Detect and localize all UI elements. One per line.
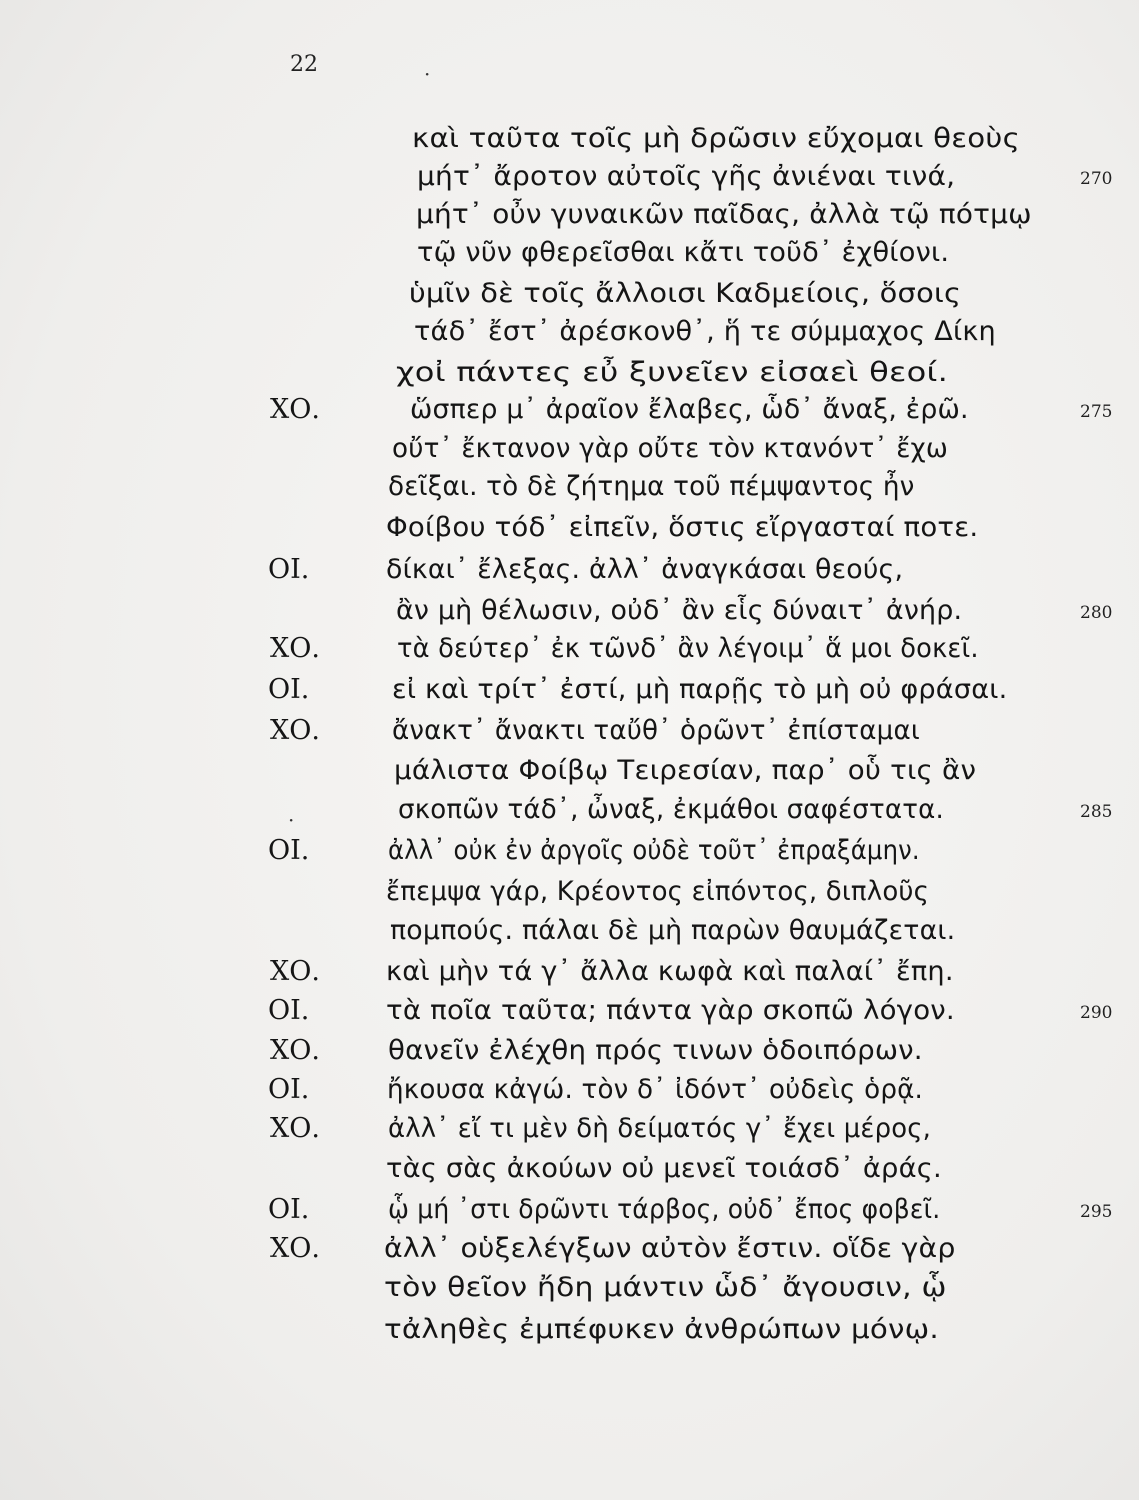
verse-line: ἀλλ᾽ οὐκ ἐν ἀργοῖς οὐδὲ τοῦτ᾽ ἐπραξάμην.	[388, 835, 920, 866]
verse-line: μάλιστα Φοίβῳ Τειρεσίαν, παρ᾽ οὗ τις ἂν	[394, 755, 977, 786]
speaker-label: ΧΟ.	[270, 1113, 320, 1144]
ink-dot: ·	[424, 62, 431, 86]
verse-line: ἤκουσα κἀγώ. τὸν δ᾽ ἰδόντ᾽ οὐδεὶς ὁρᾷ.	[387, 1074, 924, 1105]
verse-line: ἄνακτ᾽ ἄνακτι ταὔθ᾽ ὁρῶντ᾽ ἐπίσταμαι	[392, 715, 920, 746]
verse-line: ᾧ μή ᾽στι δρῶντι τάρβος, οὐδ᾽ ἔπος φοβεῖ.	[388, 1194, 941, 1225]
verse-line: τῷ νῦν φθερεῖσθαι κἄτι τοῦδ᾽ ἐχθίονι.	[417, 237, 950, 268]
verse-line: δίκαι᾽ ἔλεξας. ἀλλ᾽ ἀναγκάσαι θεούς,	[386, 554, 904, 585]
verse-line: ἀλλ᾽ εἴ τι μὲν δὴ δείματός γ᾽ ἔχει μέρος,	[388, 1113, 932, 1144]
verse-line: Φοίβου τόδ᾽ εἰπεῖν, ὅστις εἴργασταί ποτε.	[386, 512, 979, 543]
line-number: 290	[1080, 1003, 1113, 1023]
speaker-label: ΧΟ.	[270, 956, 320, 987]
verse-line: ὥσπερ μ᾽ ἀραῖον ἔλαβες, ὧδ᾽ ἄναξ, ἐρῶ.	[410, 394, 969, 425]
speaker-label: ΟΙ.	[268, 1074, 310, 1105]
speaker-label: ΧΟ.	[270, 715, 320, 746]
speaker-label: ΧΟ.	[270, 633, 320, 664]
verse-line: καὶ μὴν τά γ᾽ ἄλλα κωφὰ καὶ παλαί᾽ ἔπη.	[386, 956, 954, 987]
verse-line: σκοπῶν τάδ᾽, ὦναξ, ἐκμάθοι σαφέστατα.	[398, 794, 944, 825]
page-number: 22	[290, 52, 318, 77]
verse-line: θανεῖν ἐλέχθη πρός τινων ὁδοιπόρων.	[388, 1035, 923, 1066]
speaker-label: ΟΙ.	[268, 995, 310, 1026]
line-number: 280	[1080, 603, 1113, 623]
verse-line: χοἰ πάντες εὖ ξυνεῖεν εἰσαεὶ θεοί.	[396, 357, 949, 388]
speaker-label: ΟΙ.	[268, 835, 310, 866]
verse-line: ἂν μὴ θέλωσιν, οὐδ᾽ ἂν εἷς δύναιτ᾽ ἀνήρ.	[396, 595, 963, 626]
line-number: 285	[1080, 802, 1113, 822]
verse-line: μήτ᾽ ἄροτον αὐτοῖς γῆς ἀνιέναι τινά,	[417, 161, 956, 192]
verse-line: τάδ᾽ ἔστ᾽ ἀρέσκονθ᾽, ἥ τε σύμμαχος Δίκη	[414, 316, 996, 347]
verse-line: δεῖξαι. τὸ δὲ ζήτημα τοῦ πέμψαντος ἦν	[388, 471, 915, 502]
speaker-label: ΟΙ.	[268, 554, 310, 585]
verse-line: τὰ δεύτερ᾽ ἐκ τῶνδ᾽ ἂν λέγοιμ᾽ ἅ μοι δοκεῖ.	[397, 633, 979, 664]
verse-line: τὸν θεῖον ἤδη μάντιν ὧδ᾽ ἄγουσιν, ᾧ	[384, 1272, 947, 1303]
line-number: 270	[1080, 169, 1113, 189]
verse-line: τὰ ποῖα ταῦτα; πάντα γὰρ σκοπῶ λόγον.	[386, 995, 955, 1026]
verse-line: ἔπεμψα γάρ, Κρέοντος εἰπόντος, διπλοῦς	[386, 876, 930, 907]
speaker-label: ΟΙ.	[268, 674, 310, 705]
verse-line: τὰς σὰς ἀκούων οὐ μενεῖ τοιάσδ᾽ ἀράς.	[386, 1153, 942, 1184]
verse-line: καὶ ταῦτα τοῖς μὴ δρῶσιν εὔχομαι θεοὺς	[412, 123, 1020, 154]
line-number: 275	[1080, 402, 1113, 422]
verse-line: ἀλλ᾽ οὑξελέγξων αὐτὸν ἔστιν. οἵδε γὰρ	[384, 1233, 956, 1264]
verse-line: πομπούς. πάλαι δὲ μὴ παρὼν θαυμάζεται.	[390, 915, 956, 946]
speaker-label: ΧΟ.	[270, 1035, 320, 1066]
speaker-label: ΧΟ.	[270, 1233, 320, 1264]
line-number: 295	[1080, 1202, 1113, 1222]
verse-line: εἰ καὶ τρίτ᾽ ἐστί, μὴ παρῇς τὸ μὴ οὐ φράσαι.	[392, 674, 1008, 705]
verse-line: τἀληθὲς ἐμπέφυκεν ἀνθρώπων μόνῳ.	[384, 1314, 939, 1345]
ink-dot: ·	[288, 808, 295, 832]
verse-line: ὑμῖν δὲ τοῖς ἄλλοισι Καδμείοις, ὅσοις	[409, 278, 962, 309]
speaker-label: ΟΙ.	[268, 1194, 310, 1225]
verse-line: μήτ᾽ οὖν γυναικῶν παῖδας, ἀλλὰ τῷ πότμῳ	[416, 199, 1032, 230]
verse-line: οὔτ᾽ ἔκτανον γὰρ οὔτε τὸν κτανόντ᾽ ἔχω	[392, 433, 949, 464]
speaker-label: ΧΟ.	[270, 394, 320, 425]
